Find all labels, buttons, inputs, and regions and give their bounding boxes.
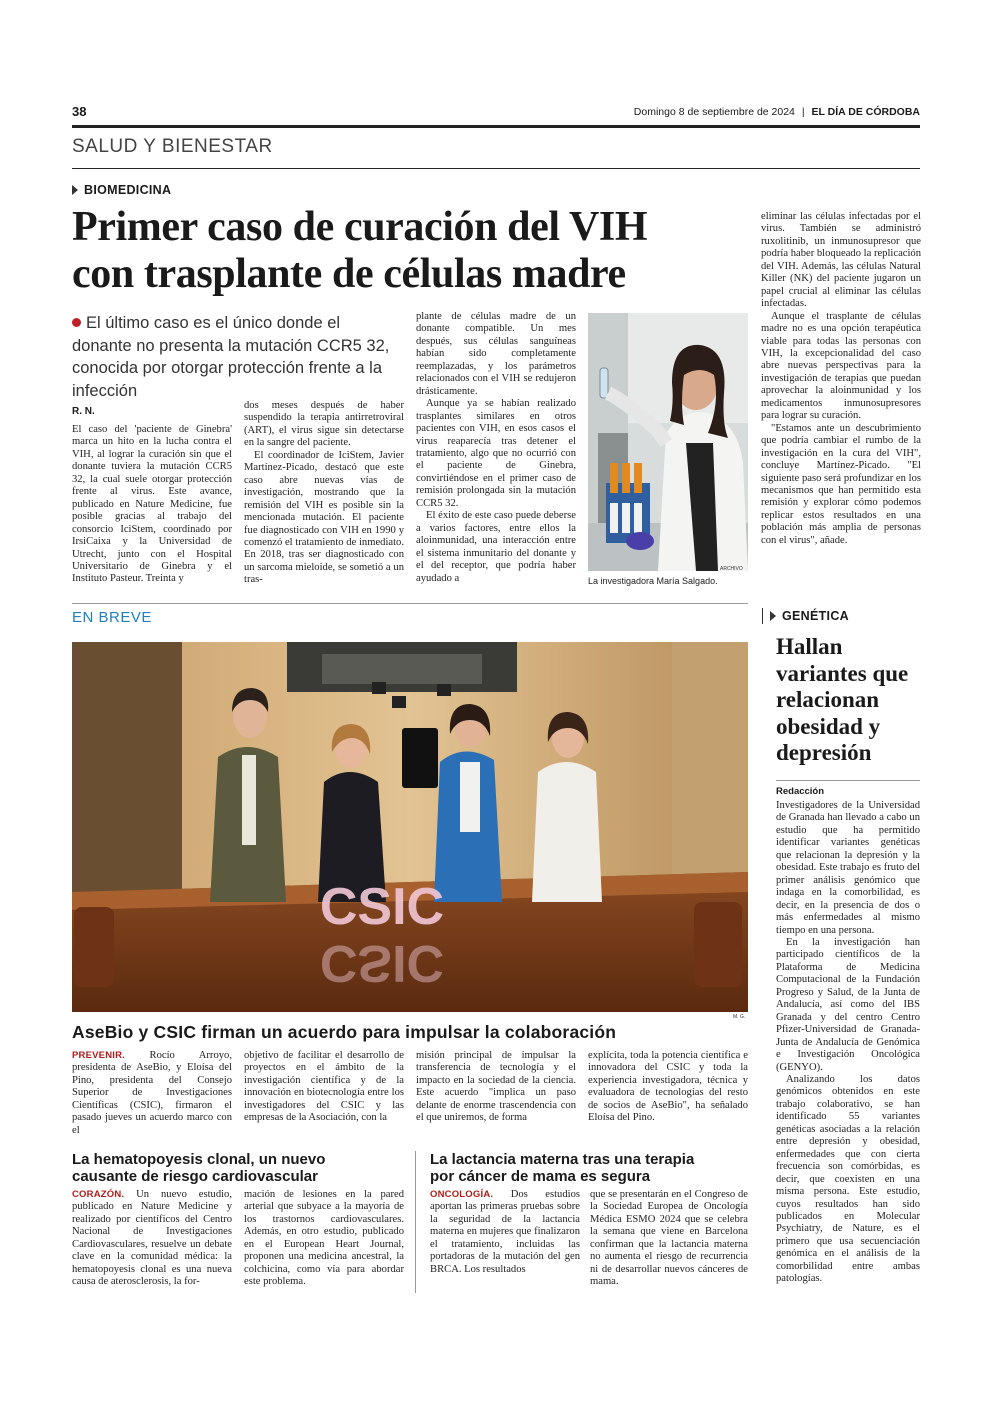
- researcher-photo-credit: ARCHIVO: [720, 566, 743, 572]
- sidebar-kicker-triangle-icon: [770, 611, 776, 621]
- story1-column-2: [244, 1050, 404, 1125]
- col1-text: El caso del 'paciente de Ginebra' marca un hito en la lucha contra el VIH, al lograr la curación sin que el donante tuviera la mutación CCR5 32, la cual suele otorgar protección frente al virus. Este avance, publicado en Nature Medicine, fue posible gracias al trabajo del consorcio IciStem, coordinado por IrsiCaixa y la Universidad de Utrecht, junto con el Hospital Universitario de Ginebra y el Instituto Pasteur. Treinta y: [72, 424, 232, 585]
- article-column-3: [416, 311, 576, 585]
- sidebar-paragraph-3: Analizando los datos genómicos obtenidos en este trabajo colaborativo, se han identificado 55 variantes genéticas asociadas a la relación entre depresión y obesidad, enfermedades que con cierta frecuencia son comórbidas, es decir, que coexisten en una misma persona. Este estudio, cuyos resultados han sido publicados en Molecular Psychiatry, de Nature, es el primero que usa secuenciación genómica en el análisis de la comorbilidad entre ambas patologías.: [776, 1073, 920, 1285]
- story2-column-2: [244, 1189, 404, 1289]
- article-subhead: [72, 312, 404, 402]
- story3-column-2: [590, 1189, 748, 1289]
- story2-column-1: [72, 1189, 232, 1289]
- sidebar-byline-rule: [776, 780, 920, 781]
- story2-col2-text: mación de lesiones en la pared arterial que subyace a la mayoría de los trastornos cardiovasculares. Además, en otro estudio, publicado en el European Heart Journal, proponen una medicina ancestral, la colchicina, como vía para abordar este problema.: [244, 1189, 404, 1288]
- story2-headline: [72, 1151, 404, 1185]
- article-headline: [72, 204, 742, 298]
- sidebar-headline-line-1: Hallan: [776, 634, 843, 659]
- col2-paragraph-1: dos meses después de haber suspendido la terapia antirretroviral (ART), el virus sigue sin detectarse en la sangre del paciente.: [244, 400, 404, 449]
- story2-headline-line-2: causante de riesgo cardiovascular: [72, 1168, 318, 1185]
- story3-column-1: [430, 1189, 580, 1276]
- newspaper-name: EL DÍA DE CÓRDOBA: [811, 106, 920, 118]
- header-date-line: [634, 106, 920, 118]
- sidebar-byline: Redacción: [776, 786, 825, 797]
- col3-paragraph-2: Aunque ya se habían realizado trasplantes similares en otros pacientes con VIH, en esos casos el virus reaparecía tras detener el tratamiento, algo que no ocurrió con el paciente de Ginebra, convirtiéndose en el primer caso de remisión prolongada sin la mutación CCR5 32.: [416, 398, 576, 509]
- csic-logo: CSIC: [319, 878, 445, 936]
- story1-column-3: [416, 1050, 576, 1125]
- article-column-4: [761, 211, 921, 547]
- story3-tag: ONCOLOGÍA.: [430, 1189, 494, 1200]
- sidebar-headline-line-2: variantes que: [776, 660, 909, 686]
- sidebar-headline-line-5: depresión: [776, 740, 872, 765]
- story-divider: [415, 1151, 416, 1293]
- article-column-2: [244, 400, 404, 587]
- story2-tag: CORAZÓN.: [72, 1189, 125, 1200]
- story1-col2-text: objetivo de facilitar el desarrollo de proyectos en el ámbito de la investigación científica y de la innovación en biotecnología entre los investigadores del CSIC y las empresas de la Asociación, con la: [244, 1050, 404, 1124]
- researcher-photo-illustration: [588, 313, 748, 571]
- researcher-photo-caption: La investigadora María Salgado.: [588, 576, 718, 586]
- researcher-photo: [588, 313, 748, 571]
- story1-col3-text: misión principal de impulsar la transferencia de tecnología y el impacto en la sociedad de la ciencia. Este acuerdo "implica un paso delante de enorme trascendencia con el que uniremos, de forma: [416, 1050, 576, 1124]
- story2-headline-line-1: La hematopoyesis clonal, un nuevo: [72, 1151, 326, 1168]
- story1-column-4: [588, 1050, 748, 1125]
- section-title: SALUD Y BIENESTAR: [72, 136, 273, 157]
- en-breve-rule: [72, 603, 748, 604]
- csic-logo-reflection: CSIC: [319, 934, 445, 992]
- col4-paragraph-2: Aunque el trasplante de células madre no es una opción terapéutica viable para todas las personas con VIH, la excepcionalidad del caso abre nuevas perspectivas para la investigación de terapias que puedan aprovechar la aloinmunidad y los medicamentos inmunosupresores para lograr su curación.: [761, 310, 921, 422]
- story1-col1-text: Rocío Arroyo, presidenta de AseBio, y Eloísa del Pino, presidenta del Consejo Superior de Investigaciones Científicas (CSIC), firmaron el pasado jueves un acuerdo marco con el: [72, 1050, 232, 1136]
- story3-headline: [430, 1151, 750, 1185]
- agreement-photo: [72, 642, 748, 1012]
- col3-paragraph-1: plante de células madre de un donante compatible. Un mes después, sus células sanguíneas habían sido completamente reemplazadas, y los parámetros relacionados con el VIH se redujeron drásticamente.: [416, 311, 576, 397]
- story1-col4-text: explícita, toda la potencia científica e innovadora del CSIC y toda la experiencia investigadora, técnica y evaluadora de tecnologías del resto de socios de AseBio", ha señalado Eloísa del Pino.: [588, 1050, 748, 1124]
- en-breve-label: EN BREVE: [72, 609, 152, 626]
- story2-col1-text: Un nuevo estudio, publicado en Nature Medicine y realizado por científicos del Centro Nacional de Investigaciones Cardiovasculares, resuelve un debate clave en la comunidad médica: la hematopoyesis clonal es una nueva causa de aterosclerosis, la for-: [72, 1189, 232, 1288]
- sidebar-kicker: [770, 609, 849, 623]
- sidebar-headline-line-4: obesidad y: [776, 713, 881, 739]
- header-separator: |: [801, 106, 805, 118]
- story3-col2-text: que se presentarán en el Congreso de la Sociedad Europea de Oncología Médica ESMO 2024 que se celebra la semana que viene en Barcelona confirman que la lactancia materna no aumenta el riesgo de recurrencia ni de desarrollar nuevos cánceres de mama.: [590, 1189, 748, 1288]
- agreement-photo-illustration: [72, 642, 748, 1012]
- byline: R. N.: [72, 406, 95, 417]
- sidebar-paragraph-2: En la investigación han participado científicos de la Plataforma de Medicina Computacional de la Fundación Progreso y Salud, de la Junta de Andalucía, así como del IBS Granada y del centro Centro Pfizer-Universidad de Granada-Junta de Andalucía de Genómica e Investigación Oncológica (GENYO).: [776, 936, 920, 1073]
- kicker-label: BIOMEDICINA: [84, 183, 172, 197]
- subhead-bullet-icon: [72, 318, 81, 327]
- headline-line-2: con trasplante de células madre: [72, 251, 626, 297]
- story1-column-1: [72, 1050, 232, 1137]
- story1-headline: AseBio y CSIC firman un acuerdo para impulsar la colaboración: [72, 1022, 617, 1042]
- sidebar-body: [776, 800, 920, 1286]
- header-rule: [72, 125, 920, 128]
- article-column-1: [72, 424, 232, 586]
- sidebar-headline: [776, 634, 926, 767]
- sidebar-divider: [762, 608, 763, 624]
- subhead-text: El último caso es el único donde el donante no presenta la mutación CCR5 32, conocida por otorgar protección frente a la infección: [72, 314, 390, 400]
- sidebar-kicker-label: GENÉTICA: [782, 609, 849, 623]
- story1-tag: PREVENIR.: [72, 1050, 126, 1061]
- agreement-photo-credit: M. G.: [733, 1014, 746, 1020]
- article-kicker: [72, 183, 171, 197]
- sidebar-paragraph-1: Investigadores de la Universidad de Granada han llevado a cabo un estudio que ha permitido identificar variantes genéticas que relacionan la depresión y la obesidad. Este trabajo es fruto del primer análisis genómico que indaga en la comorbilidad, es decir, en la presencia de dos o más enfermedades al mismo tiempo en una persona.: [776, 800, 920, 936]
- sidebar-headline-line-3: relacionan: [776, 687, 880, 712]
- col4-paragraph-3: "Estamos ante un descubrimiento que podría cambiar el rumbo de la investigación en la cura del VIH", concluye Martínez-Picado. "El siguiente paso será profundizar en los mecanismos que han permitido esta remisión y explorar cómo podemos replicar estos resultados en una población más amplia de personas con el virus", añade.: [761, 422, 921, 546]
- col4-paragraph-1: eliminar las células infectadas por el virus. También se administró ruxolitinib, un inmunosupresor que podría haber bloqueado la replicación del VIH. Además, las células Natural Killer (NK) del paciente jugaron un papel crucial al eliminar las células infectadas.: [761, 211, 922, 310]
- kicker-triangle-icon: [72, 185, 78, 195]
- story3-headline-line-2: por cáncer de mama es segura: [430, 1168, 651, 1185]
- headline-line-1: Primer caso de curación del VIH: [72, 204, 648, 250]
- col3-paragraph-3: El éxito de este caso puede deberse a varios factores, entre ellos la aloinmunidad, una interacción entre el sistema inmunitario del donante y el del receptor, que podría haber ayudado a: [416, 510, 576, 584]
- section-rule: [72, 168, 920, 169]
- story3-headline-line-1: La lactancia materna tras una terapia: [430, 1151, 695, 1168]
- col2-paragraph-2: El coordinador de IciStem, Javier Martínez-Picado, destacó que este caso abre nuevas vías de investigación, mostrando que la remisión del VIH es posible sin la mencionada mutación. El paciente fue diagnosticado con VIH en 1990 y comenzó el tratamiento de inmediato. En 2018, tras ser diagnosticado con un sarcoma mieloide, se sometió a un tras-: [244, 449, 404, 586]
- issue-date: Domingo 8 de septiembre de 2024: [633, 106, 795, 118]
- page-number: 38: [72, 104, 87, 119]
- story3-col1-text: Dos estudios aportan las primeras pruebas sobre la seguridad de la lactancia materna en mujeres que finalizaron el tratamiento, incluidas las portadoras de la mutación del gen BRCA. Los resultados: [430, 1189, 580, 1275]
